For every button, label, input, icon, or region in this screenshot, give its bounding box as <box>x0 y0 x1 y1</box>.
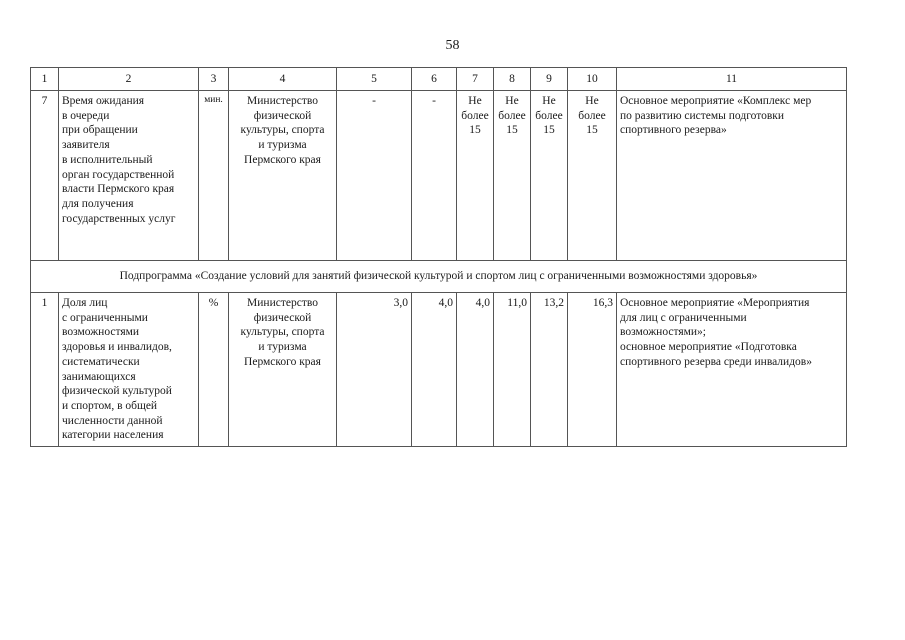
value-cell: 4,0 <box>412 293 457 447</box>
measure-cell <box>617 293 847 447</box>
row-number: 1 <box>31 293 59 447</box>
measure-text: Основное мероприятие «Мероприятия для лиц с ограниченными возможностями»; основное мероприятие «Подготовка спортивного резерва среди инвалидов» <box>620 297 812 368</box>
value-cell: 3,0 <box>337 293 412 447</box>
executor-cell <box>229 91 337 261</box>
value-cell: 4,0 <box>457 293 494 447</box>
value-cell: 11,0 <box>494 293 531 447</box>
value-cell: 16,3 <box>568 293 617 447</box>
value-cell: - <box>337 91 412 261</box>
subprogram-row <box>31 261 847 293</box>
value-cell <box>494 91 531 261</box>
table-row <box>31 293 847 447</box>
value-cell <box>568 91 617 261</box>
unit-cell: % <box>199 293 229 447</box>
header-cell: 6 <box>412 68 457 91</box>
row-number: 7 <box>31 91 59 261</box>
header-cell: 10 <box>568 68 617 91</box>
executor-cell <box>229 293 337 447</box>
indicator-name <box>59 293 199 447</box>
unit-cell: мин. <box>199 91 229 261</box>
executor-text: Министерство физической культуры, спорта и туризма Пермского края <box>240 297 325 368</box>
header-cell: 9 <box>531 68 568 91</box>
header-cell: 2 <box>59 68 199 91</box>
header-cell: 4 <box>229 68 337 91</box>
header-cell: 11 <box>617 68 847 91</box>
value-text: Не более 15 <box>578 95 606 137</box>
page-number: 58 <box>445 38 460 53</box>
indicator-name-text: Доля лиц с ограниченными возможностями здоровья и инвалидов, систематически занимающихся физической культурой и спортом, в общей численности данной категории населения <box>62 297 172 442</box>
indicator-name-text: Время ожидания в очереди при обращении заявителя в исполнительный орган государственной власти Пермского края для получения государственных услуг <box>62 95 176 225</box>
table-row <box>31 91 847 261</box>
header-cell: 5 <box>337 68 412 91</box>
value-text: Не более 15 <box>461 95 489 137</box>
header-cell: 8 <box>494 68 531 91</box>
value-cell <box>531 91 568 261</box>
measure-text: Основное мероприятие «Комплекс мер по развитию системы подготовки спортивного резерва» <box>620 95 812 137</box>
header-cell: 7 <box>457 68 494 91</box>
value-cell <box>457 91 494 261</box>
indicator-name <box>59 91 199 261</box>
subprogram-heading: Подпрограмма «Создание условий для занятий физической культурой и спортом лиц с ограниченными возможностями здоровья» <box>31 261 847 293</box>
header-row <box>31 68 847 91</box>
header-cell: 1 <box>31 68 59 91</box>
header-cell: 3 <box>199 68 229 91</box>
value-text: Не более 15 <box>498 95 526 137</box>
measure-cell <box>617 91 847 261</box>
executor-text: Министерство физической культуры, спорта и туризма Пермского края <box>240 95 325 166</box>
value-cell: - <box>412 91 457 261</box>
value-cell: 13,2 <box>531 293 568 447</box>
indicators-table <box>30 67 847 447</box>
value-text: Не более 15 <box>535 95 563 137</box>
